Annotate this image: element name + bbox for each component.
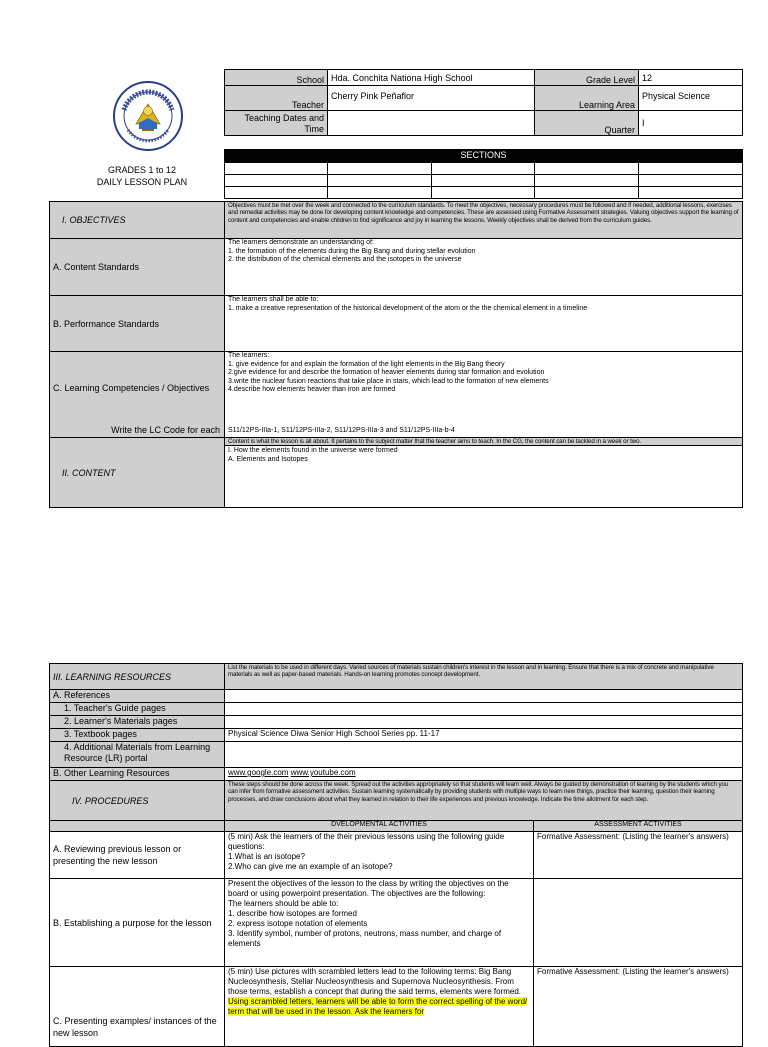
- developmental-activities-header: DVELOPMENTAL ACTIVITIES: [225, 821, 534, 832]
- title-line-1: GRADES 1 to 12: [107, 165, 177, 175]
- establishing-purpose-activity: Present the objectives of the lesson to the class by writing the objectives on the board or using powerpoint presentation. The objectives are the following: The learners should be able to: 1. describe how isotopes are formed 2. express isotope notation of elements 3. Identify symbol, number of protons, neutrons, mass number, and charge of elements: [225, 879, 534, 967]
- learning-resources-instructions: List the materials to be used in different days. Varied sources of materials sustain children's interest in the lesson and in learning. Ensure that there is a mix of concrete and manipulative materials as well as paper-based materials. Hands-on learning promotes concept development.: [225, 664, 743, 690]
- quarter-label: Quarter: [535, 111, 639, 136]
- textbook-pages-label: 3. Textbook pages: [50, 729, 225, 742]
- content-standards-value: The learners demonstrate an understanding of: 1. the formation of the elements during the Big Bang and during stellar evolution 2. the distribution of the chemical elements and the isotopes in the universe: [225, 239, 743, 296]
- lc-code-value: S11/12PS-IIIa-1, S11/12PS-IIIa-2, S11/12PS-IIIa-3 and S11/12PS-IIIa-b-4: [228, 427, 455, 435]
- quarter-value: I: [639, 111, 743, 136]
- grade-level-value: 12: [639, 70, 743, 86]
- deped-seal-logo: [112, 80, 184, 152]
- procedures-label: IV. PROCEDURES: [50, 781, 225, 821]
- reviewing-lesson-label: A. Reviewing previous lesson or presenting the new lesson: [50, 832, 225, 879]
- learning-area-label: Learning Area: [535, 86, 639, 111]
- resources-procedures-table: [49, 663, 743, 1047]
- teaching-dates-label: Teaching Dates and Time: [225, 111, 328, 136]
- header-info-table: [224, 69, 743, 136]
- teacher-value: Cherry Pink Peñaflor: [328, 86, 535, 111]
- assessment-activities-header: ASSESSMENT ACTIVITIES: [534, 821, 743, 832]
- presenting-examples-label: C. Presenting examples/ instances of the new lesson: [50, 967, 225, 1047]
- presenting-examples-activity: (5 min) Use pictures with scrambled letters lead to the following terms: Big Bang Nucleosynthesis, Stellar Nucleosynthesis and Supernova Nucleosynthesis. From those terms, establish a concept that during the said terms, elements were formed. Using scrambled letters, learners will be able to form the correct spelling of the word/ term that will be used in the lesson. Ask the learners for: [225, 967, 534, 1047]
- additional-materials-label: 4. Additional Materials from Learning Resource (LR) portal: [50, 742, 225, 768]
- performance-standards-value: The learners shall be able to: 1. make a creative representation of the historical development of the atom or the the chemical element in a timeline: [225, 296, 743, 352]
- objectives-table: [49, 201, 743, 508]
- objectives-label: I. OBJECTIVES: [50, 202, 225, 239]
- procedures-instructions: These steps should be done across the week. Spread out the activities appropriately so that students will learn well. Always be guided by demonstration of learning by the students which you can infer from formative assessment activities. Sustain learning systematically by providing students with multiple ways to learn new things, practice their learning, question their learning processes, and draw conclusions about what they learned in relation to their life experiences and previous knowledge. Indicate the time allotment for each step.: [225, 781, 743, 821]
- learning-competencies-label: C. Learning Competencies / Objectives Write the LC Code for each: [50, 352, 225, 438]
- performance-standards-label: B. Performance Standards: [50, 296, 225, 352]
- textbook-pages-value: Physical Science Diwa Senior High School Series pp. 11-17: [225, 729, 743, 742]
- school-label: School: [225, 70, 328, 86]
- references-label: A. References: [50, 690, 225, 703]
- teachers-guide-label: 1. Teacher's Guide pages: [50, 703, 225, 716]
- objectives-instructions: Objectives must be met over the week and connected to the curriculum standards. To meet the objectives, necessary procedures must be followed and if needed, additional lessons, exercises and remedial activities may be done for developing content knowledge and competencies. These are assessed using Formative Assessment strategies. Valuing objectives support the learning of content and competencies and enable children to find significance and joy in learning the lessons. Weekly objectives shall be derived from the curriculum guides.: [225, 202, 743, 239]
- teacher-label: Teacher: [225, 86, 328, 111]
- reviewing-lesson-activity: (5 min) Ask the learners of the their previous lessons using the following guide questions: 1.What is an isotope? 2.Who can give me an example of an isotope?: [225, 832, 534, 879]
- other-resources-value: [225, 768, 743, 781]
- page-title: [62, 164, 222, 188]
- learners-materials-label: 2. Learner's Materials pages: [50, 716, 225, 729]
- reviewing-lesson-assessment: Formative Assessment: (Listing the learner's answers): [534, 832, 743, 879]
- sections-header: SECTIONS: [225, 150, 743, 163]
- content-standards-label: A. Content Standards: [50, 239, 225, 296]
- title-line-2: DAILY LESSON PLAN: [96, 177, 188, 187]
- content-instructions: Content is what the lesson is all about. It pertains to the subject matter that the teacher aims to teach. In the CG, the content can be tackled in a week or two.: [225, 438, 742, 446]
- sections-table: [224, 149, 743, 199]
- school-value: Hda. Conchita Nationa High School: [328, 70, 535, 86]
- learning-competencies-value: The learners: 1. give evidence for and explain the formation of the light elements in the Big Bang theory 2.give evidence for and describe the formation of heavier elements during star formation and evolution 3.write the nuclear fusion reactions that take place in stars, which lead to the formation of new elements 4.describe how elements heavier than iron are formed S11/12PS-IIIa-1, S11/12PS-IIIa-2, S11/12PS-IIIa-3 and S11/12PS-IIIa-b-4: [225, 352, 743, 438]
- content-label: II. CONTENT: [50, 438, 225, 508]
- presenting-examples-assessment: Formative Assessment: (Listing the learner's answers): [534, 967, 743, 1047]
- teaching-dates-value: [328, 111, 535, 136]
- google-link[interactable]: www.google.com: [228, 768, 289, 777]
- highlighted-text: Using scrambled letters, learners will be able to form the correct spelling of the word/ term that will be used in the lesson. Ask the learners for: [228, 997, 528, 1016]
- lc-code-label: Write the LC Code for each: [111, 425, 220, 435]
- learning-area-value: Physical Science: [639, 86, 743, 111]
- learning-resources-label: III. LEARNING RESOURCES: [50, 664, 225, 690]
- grade-level-label: Grade Level: [535, 70, 639, 86]
- other-resources-label: B. Other Learning Resources: [50, 768, 225, 781]
- youtube-link[interactable]: www.youtube.com: [290, 768, 356, 777]
- content-value: Content is what the lesson is all about. It pertains to the subject matter that the teacher aims to teach. In the CG, the content can be tackled in a week or two. I. How the elements found in the universe were formed A. Elements and Isotopes: [225, 438, 743, 508]
- establishing-purpose-label: B. Establishing a purpose for the lesson: [50, 879, 225, 967]
